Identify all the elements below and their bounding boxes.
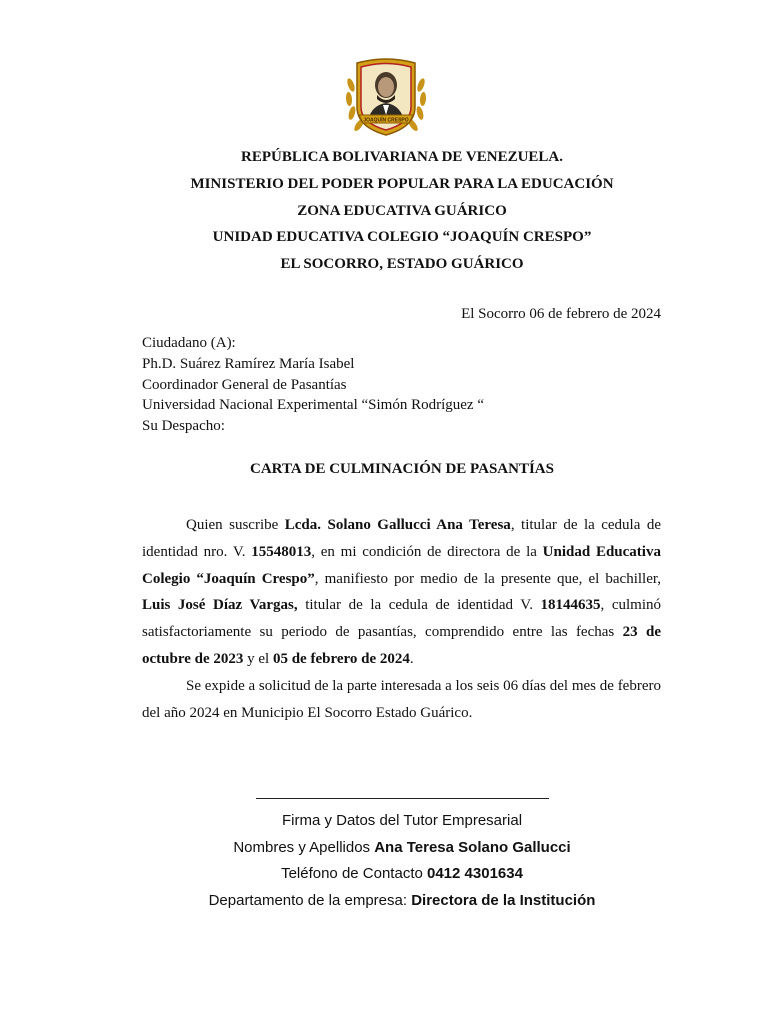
start-date: 23 de octubre de 2023: [142, 624, 661, 667]
department-label: Departamento de la empresa:: [208, 891, 412, 909]
signature-department: [36, 888, 768, 915]
recipient-block: [142, 333, 484, 437]
subject-text: CARTA DE CULMINACIÓN DE PASANTÍAS: [250, 461, 554, 477]
header-school: UNIDAD EDUCATIVA COLEGIO “JOAQUÍN CRESPO”: [212, 229, 592, 246]
institution-name: Unidad Educativa Colegio “Joaquín Crespo”: [142, 543, 661, 587]
signer-name: Lcda. Solano Gallucci Ana Teresa: [284, 517, 511, 533]
signature-caption: Firma y Datos del Tutor Empresarial: [281, 812, 523, 829]
student-id: 18144635: [540, 597, 601, 614]
body-text-span: Quien suscribe: [186, 517, 285, 533]
body-text-span: , titular de la cedula de identidad nro. V.: [142, 517, 662, 560]
letter-subject: [0, 461, 768, 478]
body-text-span: , culminó satisfactoriamente su periodo de pasantías, comprendido entre las fechas: [142, 597, 661, 641]
body-paragraph-1: [142, 512, 661, 673]
header-location: EL SOCORRO, ESTADO GUÁRICO: [280, 256, 524, 273]
names-value: Ana Teresa Solano Gallucci: [374, 838, 571, 856]
svg-text:JOAQUÍN CRESPO: JOAQUÍN CRESPO: [363, 117, 409, 124]
header-country: REPÚBLICA BOLIVARIANA DE VENEZUELA.: [240, 149, 564, 165]
body-text-span: , manifiesto por medio de la presente que, el bachiller,: [314, 570, 662, 587]
names-label: Nombres y Apellidos: [233, 838, 375, 856]
phone-value: 0412 4301634: [427, 865, 523, 882]
letter-date: El Socorro 06 de febrero de 2024: [461, 306, 661, 322]
signer-id: 15548013: [251, 543, 312, 560]
end-date: 05 de febrero de 2024: [272, 650, 410, 667]
recipient-role: Coordinador General de Pasantías: [142, 376, 347, 393]
school-crest-logo: [343, 55, 429, 139]
body-text-span: y el: [243, 650, 273, 667]
body-text-span: titular de la cedula de identidad V.: [297, 597, 541, 614]
body-text-span: .: [409, 650, 414, 667]
phone-label: Teléfono de Contacto: [281, 865, 427, 882]
letter-body: [142, 512, 661, 726]
recipient-salutation: Ciudadano (A):: [142, 335, 236, 351]
header-zone: ZONA EDUCATIVA GUÁRICO: [297, 202, 507, 219]
signature-line: [256, 798, 549, 799]
header-ministry: MINISTERIO DEL PODER POPULAR PARA LA EDUCACIÓN: [190, 175, 614, 192]
recipient-closing: Su Despacho:: [142, 418, 225, 435]
body-paragraph-2: Se expide a solicitud de la parte interesada a los seis 06 días del mes de febrero del año 2024 en Municipio El Socorro Estado Guárico.: [142, 677, 661, 721]
recipient-institution: Universidad Nacional Experimental “Simón Rodríguez “: [142, 397, 484, 414]
letterhead: [0, 144, 768, 278]
signature-block: [0, 808, 768, 914]
recipient-name: Ph.D. Suárez Ramírez María Isabel: [142, 355, 355, 372]
department-value: Directora de la Institución: [411, 891, 596, 909]
signature-names: [36, 835, 768, 862]
body-text-span: , en mi condición de directora de la: [311, 543, 543, 560]
signature-phone: [36, 861, 768, 888]
student-name: Luis José Díaz Vargas,: [142, 597, 298, 614]
